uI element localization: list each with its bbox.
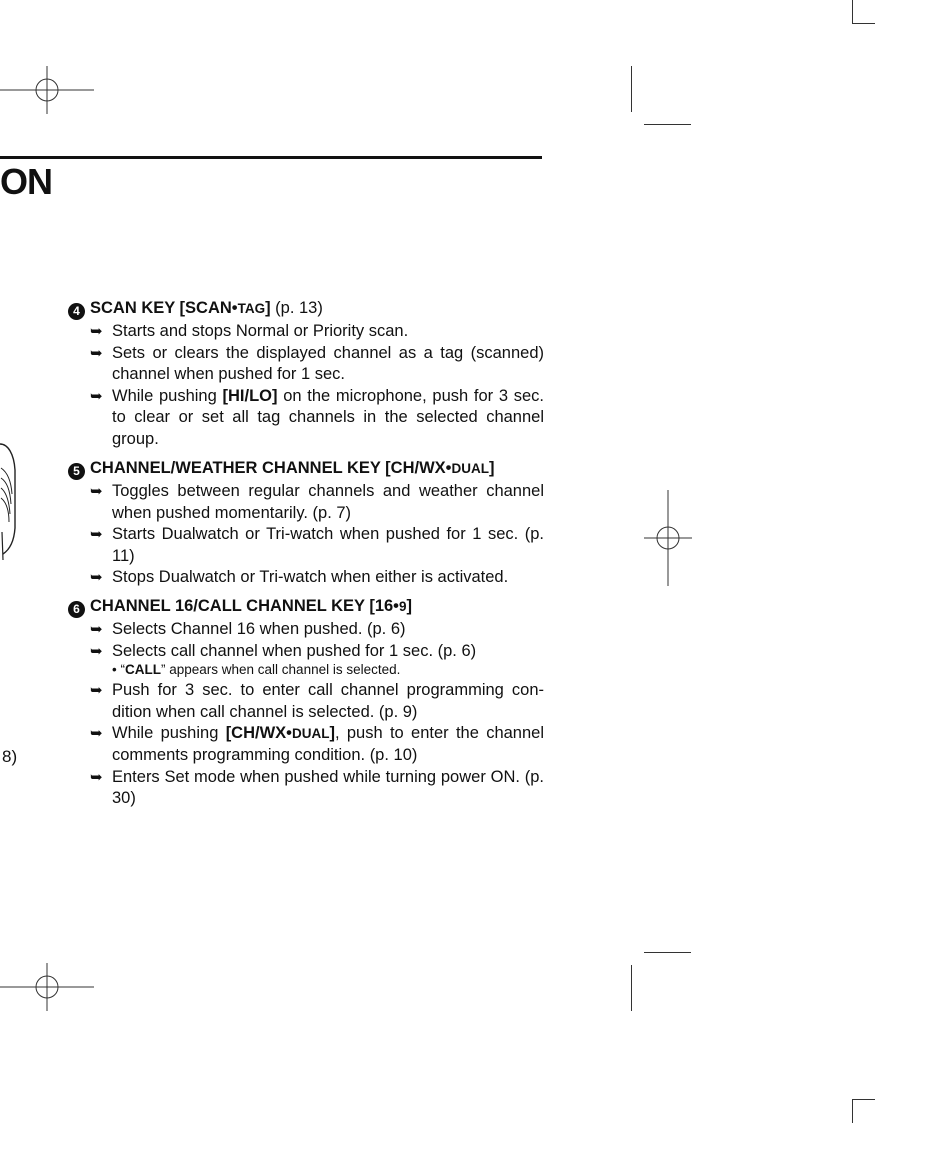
item-text: Selects Channel 16 when pushed. (p. 6) [112, 620, 406, 638]
item-text: Toggles between regular channels and weather channel when pushed momentarily. (p. 7) [112, 482, 544, 522]
radio-illustration-fragment [0, 438, 18, 564]
item-text: Push for 3 sec. to enter call channel programming condition when call channel is selected. (p. 9) [112, 681, 544, 721]
heading-title-small: 9 [398, 599, 407, 614]
heading-title-small: DUAL [451, 461, 489, 476]
item-text: Enters Set mode when pushed while turning power ON. (p. 30) [112, 767, 544, 808]
arrow-icon: ➥ [90, 387, 103, 405]
registration-mark-top-left [0, 66, 94, 114]
list-item [68, 481, 544, 524]
crop-mark [644, 124, 691, 125]
heading-page-ref: (p. 13) [270, 299, 323, 317]
arrow-icon: ➥ [90, 323, 103, 340]
list-item [68, 723, 544, 766]
arrow-icon: ➥ [90, 483, 103, 500]
heading-title-small: TAG [237, 301, 266, 316]
list-item [68, 619, 544, 641]
arrow-icon: ➥ [90, 642, 103, 660]
section-number-badge: 6 [68, 601, 85, 618]
list-item [68, 524, 544, 567]
crop-mark [852, 1099, 853, 1123]
section-heading [68, 596, 544, 618]
note-bullet: • “ [112, 662, 125, 678]
item-text: Starts and stops Normal or Priority scan. [112, 322, 409, 340]
arrow-icon: ➥ [90, 725, 103, 743]
item-text-pre: While pushing [112, 386, 223, 405]
heading-title: CHANNEL 16/CALL CHANNEL KEY [16• [90, 597, 399, 615]
arrow-icon: ➥ [90, 768, 103, 786]
item-text-pre: While pushing [112, 724, 226, 743]
crop-mark [852, 1099, 875, 1100]
section-channel16-call-key [68, 596, 544, 810]
list-item [68, 321, 544, 343]
sub-note [68, 661, 544, 679]
list-item [68, 343, 544, 386]
item-key-end: ] [329, 724, 335, 743]
heading-title-end: ] [488, 459, 495, 477]
list-item [68, 680, 544, 723]
heading-title: SCAN KEY [SCAN• [90, 299, 238, 317]
registration-mark-right [644, 490, 692, 586]
note-rest: ” appears when call channel is selected. [160, 662, 401, 678]
section-number-badge: 4 [68, 303, 85, 320]
item-key-small: DUAL [291, 726, 330, 742]
crop-mark [852, 0, 853, 23]
item-text: Stops Dualwatch or Tri-watch when either is activated. [112, 568, 509, 587]
list-item [68, 641, 544, 663]
arrow-icon: ➥ [90, 682, 103, 700]
note-bold: CALL [124, 662, 161, 678]
item-text-post: on the microphone, push for 3 sec. to clear or set all tag channels in the selected channel group. [112, 386, 544, 448]
heading-title-end: ] [265, 299, 271, 317]
section-heading [68, 298, 544, 320]
arrow-icon: ➥ [90, 344, 103, 362]
arrow-icon: ➥ [90, 569, 103, 587]
item-text: Selects call channel when pushed for 1 sec. (p. 6) [112, 641, 477, 660]
list-item [68, 567, 544, 589]
item-key: [CH/WX• [225, 724, 292, 743]
header-rule [0, 156, 542, 159]
left-page-ref-fragment: 8) [2, 747, 18, 766]
list-item [68, 386, 544, 451]
arrow-icon: ➥ [90, 526, 103, 544]
item-text: Starts Dualwatch or Tri-watch when pushed for 1 sec. (p. 11) [112, 525, 544, 565]
section-number-badge: 5 [68, 463, 85, 480]
crop-mark [631, 66, 632, 112]
heading-title-end: ] [406, 597, 412, 615]
list-item [68, 767, 544, 810]
section-heading [68, 458, 544, 480]
item-text: Sets or clears the displayed channel as a tag (scanned) channel when pushed for 1 sec. [112, 343, 544, 384]
heading-title: CHANNEL/WEATHER CHANNEL KEY [CH/WX• [90, 459, 452, 477]
page-title-fragment: ON [0, 161, 52, 202]
arrow-icon: ➥ [90, 621, 103, 638]
crop-mark [631, 965, 632, 1011]
section-scan-key [68, 298, 544, 451]
crop-mark [644, 952, 691, 953]
section-channel-weather-key [68, 458, 544, 589]
item-text-post: , push to enter the channel comments programming condition. (p. 10) [112, 724, 544, 764]
item-key: [HI/LO] [222, 386, 278, 405]
registration-mark-bottom-left [0, 963, 94, 1011]
crop-mark [852, 23, 875, 24]
